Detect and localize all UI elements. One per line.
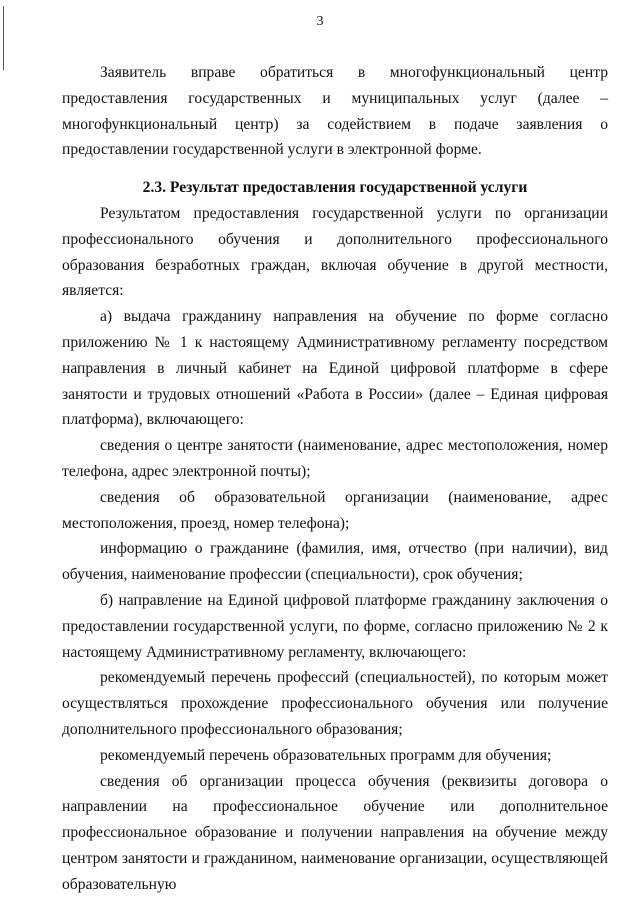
paragraph-employment-center-info: сведения о центре занятости (наименование, адрес местоположения, номер телефона, адрес электронной почты); bbox=[62, 437, 608, 480]
section-heading: 2.3. Результат предоставления государственной услуги bbox=[142, 179, 528, 197]
paragraph-result: Результатом предоставления государственной услуги по организации профессионального обучения и дополнительного профессионального образования безработных граждан, включая обучение в другой местности, является: bbox=[62, 204, 608, 300]
paragraph-recommended-programs: рекомендуемый перечень образовательных программ для обучения; bbox=[100, 746, 552, 764]
paragraph-item-b: б) направление на Единой цифровой платформе гражданину заключения о предоставлении государственной услуги, по форме, согласно приложению № 2 к настоящему Административному регламенту, включающего: bbox=[62, 591, 608, 661]
paragraph-intro: Заявитель вправе обратиться в многофункциональный центр предоставления государственных и муниципальных услуг (далее – многофункциональный центр) за содействием в подаче заявления о предоставлении государственной услуги в электронной форме. bbox=[62, 64, 608, 159]
paragraph-recommended-professions: рекомендуемый перечень профессий (специальностей), по которым может осуществляться прохождение профессионального обучения или получение дополнительного профессионального образования; bbox=[62, 669, 608, 738]
paragraph-training-organization: сведения об организации процесса обучения (реквизиты договора о направлении на профессиональное обучение или дополнительное профессиональное образование и получении направления на обучение между центром занятости и гражданином, наименование организации, осуществляющей образовательную bbox=[62, 772, 608, 893]
paragraph-educational-org-info: сведения об образовательной организации (наименование, адрес местоположения, проезд, номер телефона); bbox=[62, 488, 608, 532]
document-body bbox=[62, 60, 608, 898]
paragraph-citizen-info: информацию о гражданине (фамилия, имя, отчество (при наличии), вид обучения, наименование профессии (специальности), срок обучения; bbox=[62, 540, 608, 584]
paragraph-item-a: а) выдача гражданину направления на обучение по форме согласно приложению № 1 к настоящему Административному регламенту посредством направления в личный кабинет на Единой цифровой платформе в сфере занятости и трудовых отношений «Работа в России» (далее – Единая цифровая платформа), включающего: bbox=[62, 308, 608, 429]
page-number: 3 bbox=[316, 14, 324, 29]
